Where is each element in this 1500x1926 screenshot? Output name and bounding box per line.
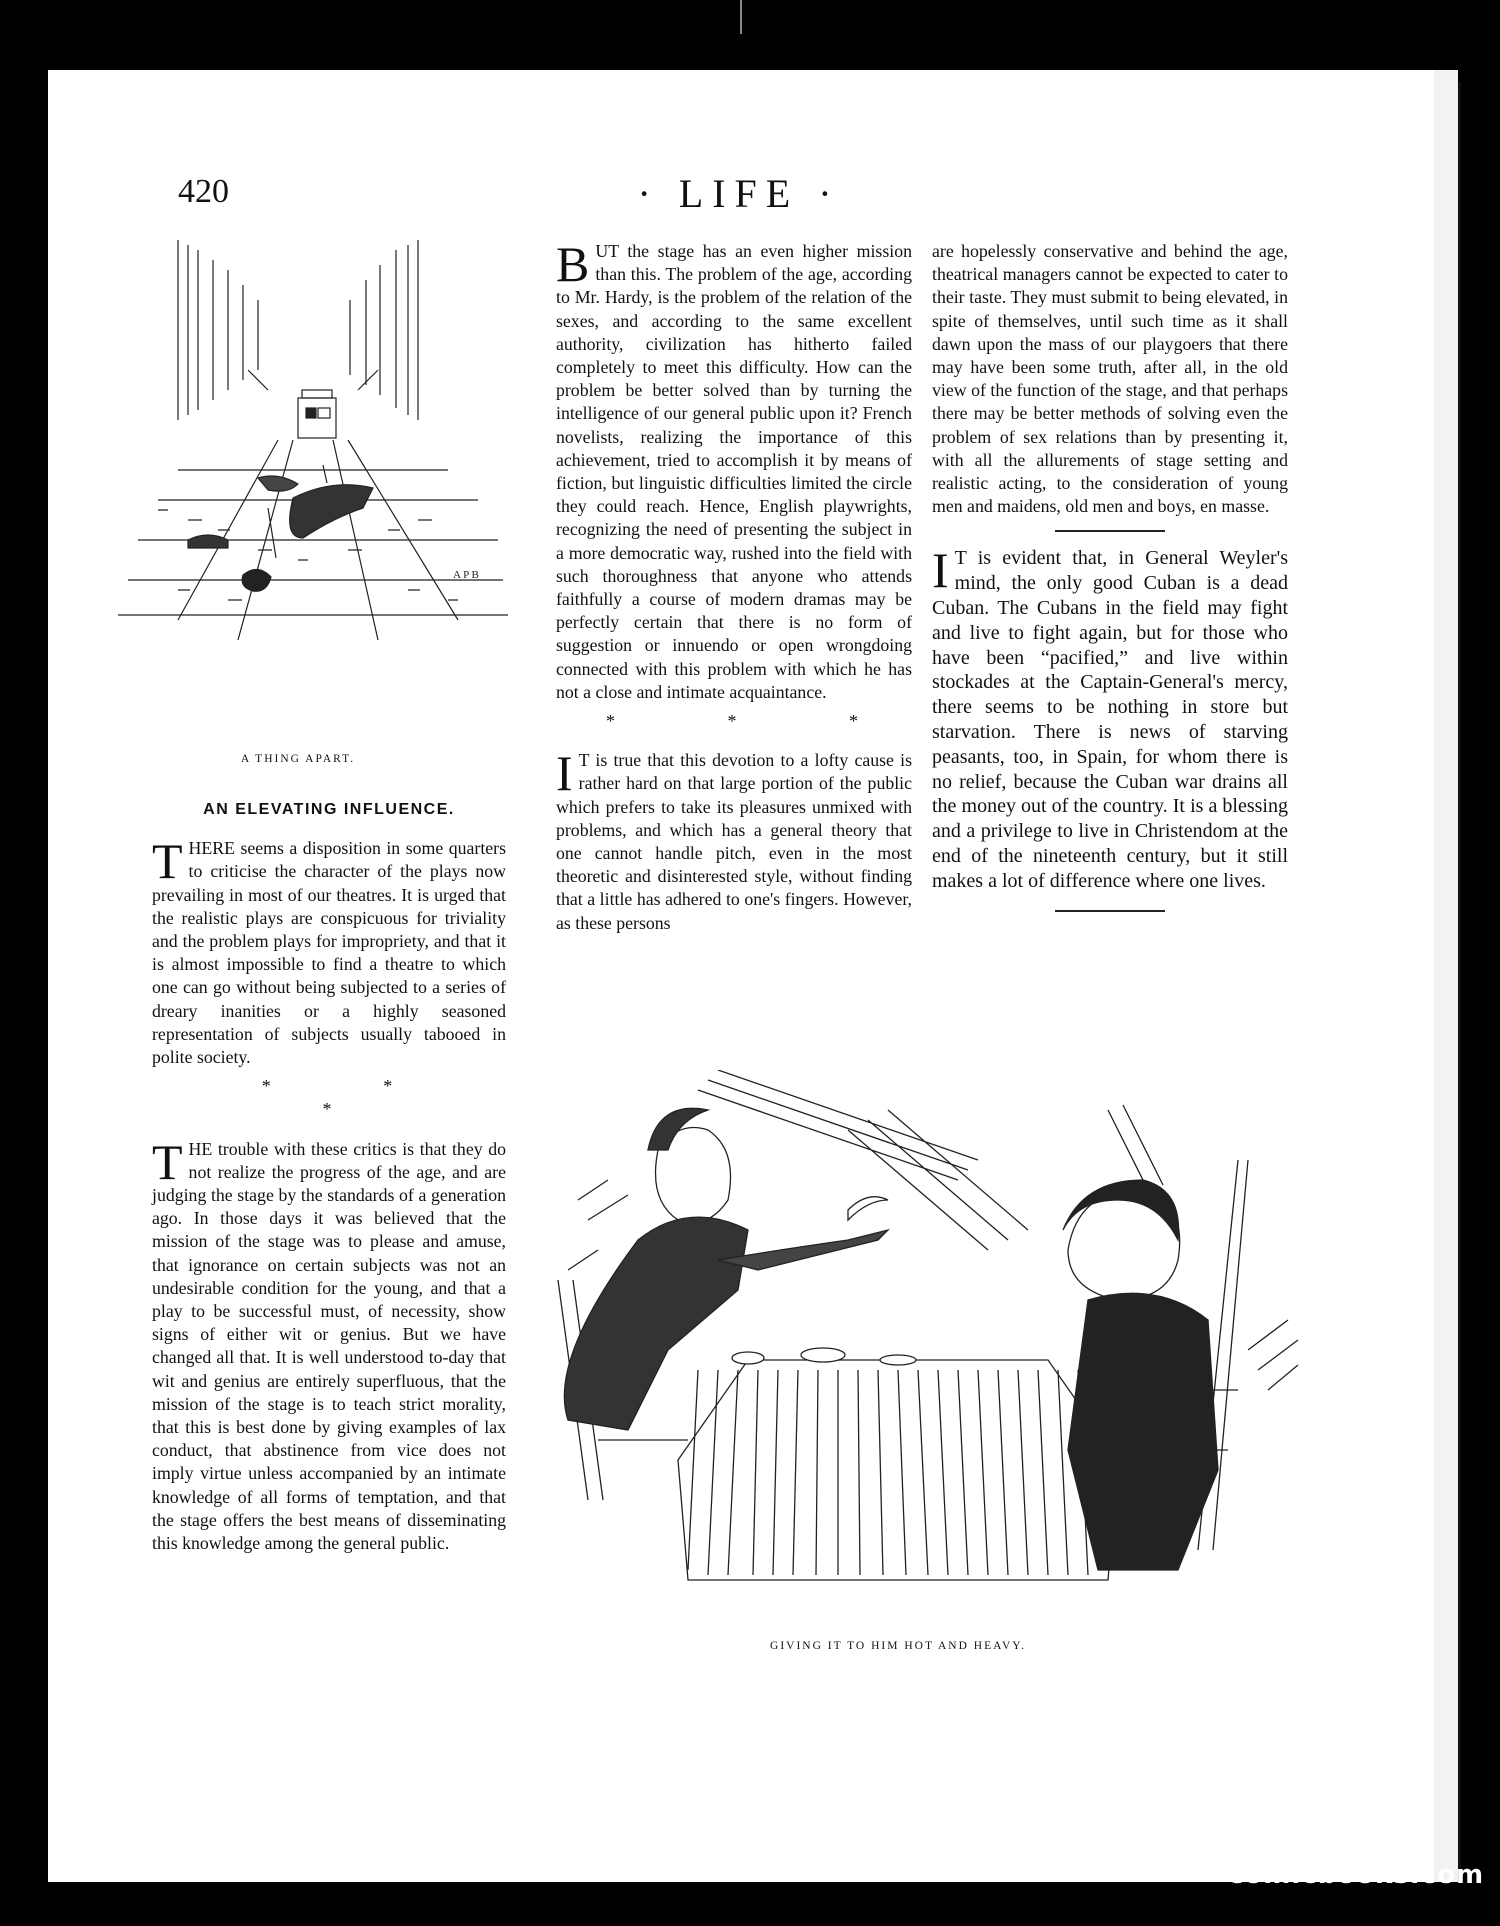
article-column-1 — [152, 798, 506, 1555]
page-number: 420 — [178, 173, 229, 210]
tea-table-illustration — [548, 1070, 1328, 1610]
paragraph: THERE seems a disposition in some quarters to criticise the character of the plays now prevailing in most of our theatres. It is urged that the realistic plays are conspicuous for triviality and the problem plays for impropriety, and that it is almost impossible to find a theatre to which one can go without being subjected to a series of dreary inanities or a highly seasoned representation of subjects usually tabooed in polite society. — [152, 833, 506, 1068]
article-column-2 — [556, 236, 912, 935]
scan-edge-mark — [740, 0, 742, 34]
article-column-3 — [932, 240, 1288, 926]
drop-cap: I — [556, 745, 573, 802]
top-illustration-caption: A THING APART. — [240, 753, 356, 765]
section-separator: * * * — [606, 711, 912, 732]
paragraph: I T is evident that, in General Weyler's mind, the only good Cuban is a dead Cuban. The Cubans in the field may fight and live to fight again, but for those who have been “pacified,” and live within stockades at the Captain-General's mercy, there seems to be nothing in store but starvation. There is news of starving peasants, too, in Spain, for whom there is no relief, because the Cuban war drains all the money out of the country. It is a blessing and a privilege to live in Christendom at the end of the nineteenth century, but it still makes a lot of difference where one lives. — [932, 542, 1288, 892]
drop-cap: T — [152, 833, 183, 890]
masthead: · LIFE · — [637, 171, 841, 216]
paragraph: THE trouble with these critics is that they do not realize the progress of the age, and are judging the stage by the standards of a generation ago. In those days it was believed that the mission of the stage was to please and amuse, that ignorance on certain subjects was not an undesirable condition for the young, and that a play to be successful must, of necessity, show signs of either wit or genius. But we have changed all that. It is well understood to-day that wit and genius are entirely superfluous, that the mission of the stage is to teach strict morality, that this is best done by giving examples of lax conduct, that abstinence from vice does not imply virtue unless accompanied by an intimate knowledge of all forms of temptation, and that the stage offers the best means of disseminating this knowledge among the general public. — [152, 1133, 506, 1554]
illustration-signature: A P B — [453, 569, 479, 581]
drop-cap: B — [556, 236, 590, 292]
drop-cap: T — [152, 1133, 183, 1190]
divider-rule — [1055, 910, 1165, 912]
section-separator: * * * — [261, 1076, 447, 1120]
paragraph: are hopelessly conservative and behind the age, theatrical managers cannot be expected to cater to their taste. They must submit to being elevated, in spite of themselves, until such time as it shall dawn upon the mass of our playgoers that there may have been some truth, after all, in the old view of the function of the stage, and that perhaps there may be better methods of solving even the problem of sex relations than by presenting it, with all the allurements of stage setting and realistic acting, to the consideration of young men and maidens, old men and boys, en masse. — [932, 241, 1288, 517]
page-right-edge — [1458, 82, 1461, 1882]
drop-cap: I — [932, 542, 949, 599]
streetcar-illustration — [118, 240, 508, 650]
watermark: comicbooks.com — [1228, 1860, 1485, 1890]
bottom-illustration-caption: GIVING IT TO HIM HOT AND HEAVY. — [770, 1640, 1026, 1652]
magazine-page — [48, 70, 1450, 1882]
divider-rule — [1055, 530, 1165, 532]
paragraph: BUT the stage has an even higher mission than this. The problem of the age, according to Mr. Hardy, is the problem of the relation of the sexes, and according to the same excellent authority, civilization has hitherto failed completely to meet this difficulty. How can the problem be better solved than by turning the intelligence of our general public upon it? French novelists, realizing the importance of this achievement, tried to accomplish it by means of fiction, but linguistic difficulties limited the circle they could reach. Hence, English playwrights, recognizing the need of presenting the subject in a more democratic way, rushed into the field with such thoroughness that anyone who attends faithfully a course of modern dramas may be perfectly certain that there is no form of suggestion or innuendo or open wrongdoing connected with this problem with which he has not a close and intimate acquaintance. — [556, 236, 912, 702]
page-gutter-shadow — [1434, 70, 1458, 1882]
article-heading: AN ELEVATING INFLUENCE. — [203, 801, 455, 818]
paragraph: I T is true that this devotion to a lofty cause is rather hard on that large portion of the public which prefers to take its pleasures unmixed with problems, and which has a general theory that one cannot handle pitch, even in the most theoretic and disinterested style, without finding that a little has adhered to one's fingers. However, as these persons — [556, 745, 912, 933]
